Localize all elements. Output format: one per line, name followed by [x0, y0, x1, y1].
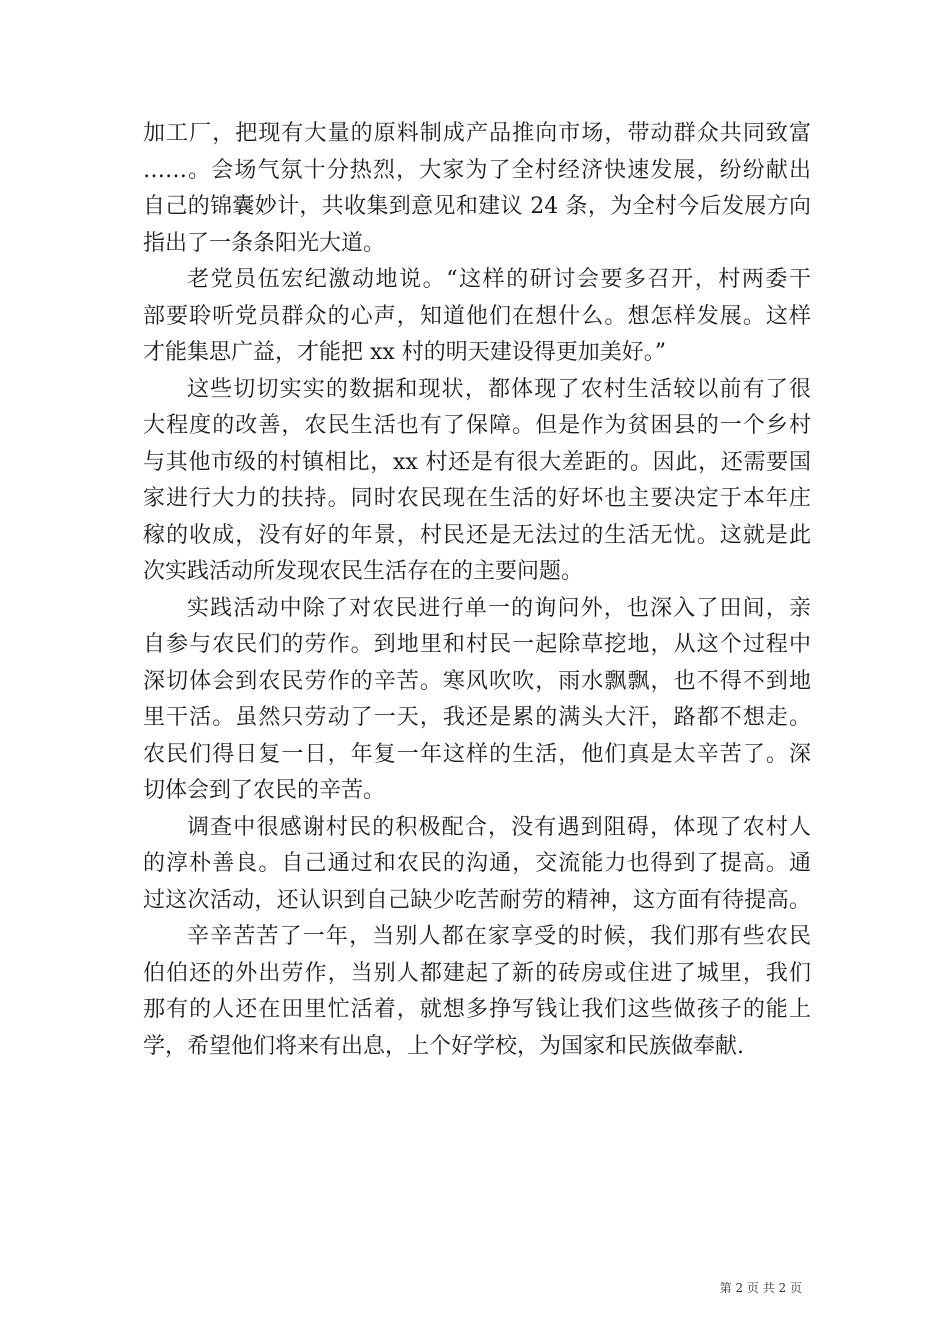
- text-line: 才能集思广益，才能把 xx 村的明天建设得更加美好。”: [143, 340, 667, 365]
- text-line: 调查中很感谢村民的积极配合，没有遇到阻碍，体现了农村人: [187, 814, 811, 840]
- text-line: 次实践活动所发现农民生活存在的主要问题。: [143, 559, 584, 584]
- text-line: 自己的锦囊妙计，共收集到意见和建议 24 条，为全村今后发展方向: [143, 194, 811, 219]
- text-line: 部要聆听党员群众的心声，知道他们在想什么。想怎样发展。这样: [143, 303, 811, 329]
- text-line: ……。会场气氛十分热烈，大家为了全村经济快速发展，纷纷献出: [143, 157, 811, 183]
- text-line: 自参与农民们的劳作。到地里和村民一起除草挖地，从这个过程中: [143, 632, 811, 657]
- text-line: 伯伯还的外出劳作，当别人都建起了新的砖房或住进了城里，我们: [143, 960, 811, 986]
- text-line: 学，希望他们将来有出息，上个好学校，为国家和民族做奉献.: [143, 1033, 744, 1059]
- text-line: 这些切切实实的数据和现状，都体现了农村生活较以前有了很: [187, 376, 811, 402]
- text-line: 实践活动中除了对农民进行单一的询问外，也深入了田间，亲: [187, 595, 811, 621]
- text-line: 的淳朴善良。自己通过和农民的沟通，交流能力也得到了提高。通: [143, 851, 811, 876]
- text-line: 深切体会到农民劳作的辛苦。寒风吹吹，雨水飘飘，也不得不到地: [143, 668, 811, 694]
- text-line: 稼的收成，没有好的年景，村民还是无法过的生活无忧。这就是此: [143, 522, 811, 548]
- page-number: 第 2 页 共 2 页: [719, 1281, 802, 1295]
- text-line: 指出了一条条阳光大道。: [143, 230, 386, 256]
- text-line: 与其他市级的村镇相比，xx 村还是有很大差距的。因此，还需要国: [143, 449, 811, 475]
- text-line: 切体会到了农民的辛苦。: [143, 778, 386, 803]
- text-line: 老党员伍宏纪激动地说。“这样的研讨会要多召开，村两委干: [187, 267, 811, 292]
- text-line: 大程度的改善，农民生活也有了保障。但是作为贫困县的一个乡村: [143, 413, 811, 438]
- text-line: 家进行大力的扶持。同时农民现在生活的好坏也主要决定于本年庄: [143, 486, 811, 511]
- text-line: 那有的人还在田里忙活着，就想多挣写钱让我们这些做孩子的能上: [143, 997, 811, 1022]
- text-line: 加工厂，把现有大量的原料制成产品推向市场，带动群众共同致富: [143, 121, 811, 146]
- text-line: 农民们得日复一日，年复一年这样的生活，他们真是太辛苦了。深: [143, 741, 811, 767]
- text-line: 辛辛苦苦了一年，当别人都在家享受的时候，我们那有些农民: [187, 924, 811, 949]
- text-line: 里干活。虽然只劳动了一天，我还是累的满头大汗，路都不想走。: [143, 705, 811, 730]
- text-line: 过这次活动，还认识到自己缺少吃苦耐劳的精神，这方面有待提高。: [143, 887, 811, 913]
- document-body: [143, 116, 811, 1065]
